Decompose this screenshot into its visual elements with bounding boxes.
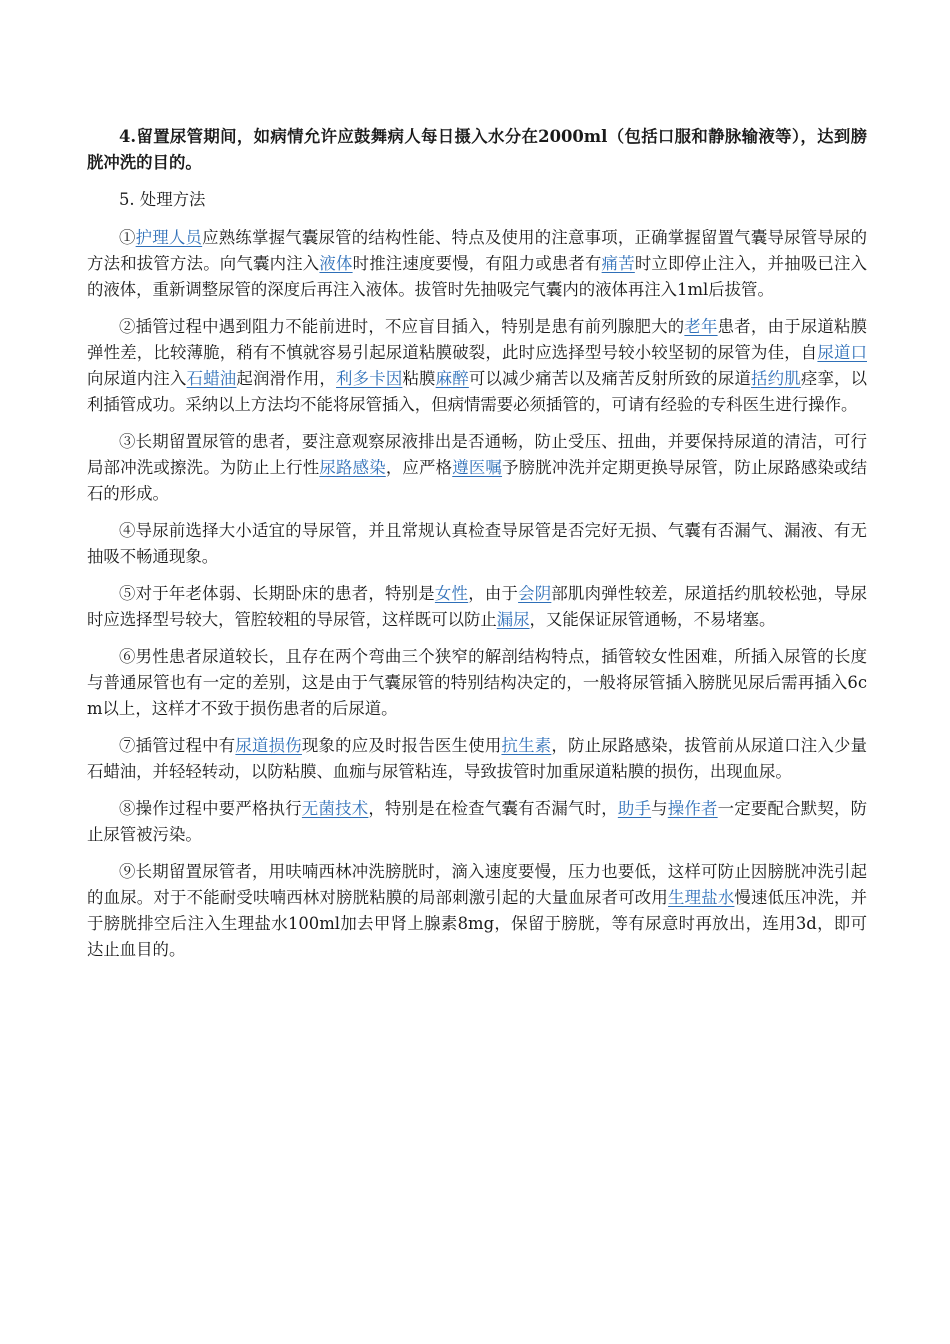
term-link[interactable]: 尿路感染 <box>319 458 386 477</box>
paragraph-text: ⑤对于年老体弱、长期卧床的患者，特别是 <box>119 584 435 603</box>
paragraph-text: ②插管过程中遇到阻力不能前进时，不应盲目插入，特别是患有前列腺肥大的 <box>119 317 685 336</box>
term-link[interactable]: 尿道损伤 <box>235 736 302 755</box>
paragraph-text: 4.留置尿管期间，如病情允许应鼓舞病人每日摄入水分在2000ml（包括口服和静脉输液等），达到膀胱冲洗的目的。 <box>87 127 867 172</box>
paragraph-p-5 <box>87 581 867 633</box>
document-body <box>87 124 867 963</box>
term-link[interactable]: 痛苦 <box>601 254 635 273</box>
paragraph-text: ⑦插管过程中有 <box>119 736 236 755</box>
paragraph-text: ⑧操作过程中要严格执行 <box>119 799 302 818</box>
paragraph-p-4 <box>87 518 867 570</box>
term-link[interactable]: 护理人员 <box>135 228 203 247</box>
term-link[interactable]: 会阴 <box>518 584 552 603</box>
term-link[interactable]: 遵医嘱 <box>452 458 503 477</box>
paragraph-text: 慢速低压冲洗，并于膀胱排空后注入生理盐水100ml加去甲肾上腺素8mg，保留于膀胱，等有尿意时再放出，连用3d，即可达止血目的。 <box>87 888 868 959</box>
term-link[interactable]: 石蜡油 <box>186 369 237 388</box>
term-link[interactable]: 液体 <box>319 254 353 273</box>
term-link[interactable]: 麻醉 <box>435 369 469 388</box>
paragraph-p-2 <box>87 314 867 418</box>
term-link[interactable]: 尿道口 <box>817 343 867 362</box>
paragraph-text: 粘膜 <box>402 369 436 388</box>
paragraph-p-6 <box>87 644 867 722</box>
paragraph-text: 时立即停止注入，并抽吸已注入的液体，重新调整尿管的深度后再注入液体。拔管时先抽吸完气囊内的液体再注入1ml后拔管。 <box>87 254 868 299</box>
paragraph-text: 患者，由于尿道粘膜弹性差，比较薄脆，稍有不慎就容易引起尿道粘膜破裂，此时应选择型号较小较坚韧的尿管为佳，自 <box>87 317 868 362</box>
paragraph-text: 起润滑作用， <box>236 369 337 388</box>
term-link[interactable]: 操作者 <box>667 799 718 818</box>
document-page <box>87 124 867 974</box>
term-link[interactable]: 利多卡因 <box>336 369 403 388</box>
term-link[interactable]: 生理盐水 <box>668 888 735 907</box>
term-link[interactable]: 漏尿 <box>496 610 530 629</box>
paragraph-text: ，应严格 <box>385 458 453 477</box>
term-link[interactable]: 抗生素 <box>501 736 552 755</box>
paragraph-text: ① <box>119 228 136 247</box>
paragraph-text: 5. 处理方法 <box>119 190 206 209</box>
paragraph-text: 应熟练掌握气囊尿管的结构性能、特点及使用的注意事项，正确掌握留置气囊导尿管导尿的方法和拔管方法。向气囊内注入 <box>87 228 868 273</box>
paragraph-text: ⑨长期留置尿管者，用呋喃西林冲洗膀胱时，滴入速度要慢，压力也要低，这样可防止因膀胱冲洗引起的血尿。对于不能耐受呋喃西林对膀胱粘膜的局部刺激引起的大量血尿者可改用 <box>87 862 867 907</box>
term-link[interactable]: 助手 <box>617 799 652 818</box>
paragraph-text: 时推注速度要慢，有阻力或患者有 <box>352 254 602 273</box>
paragraph-text: ，又能保证尿管通畅，不易堵塞。 <box>529 610 776 629</box>
paragraph-text: ③长期留置尿管的患者，要注意观察尿液排出是否通畅，防止受压、扭曲，并要保持尿道的清洁，可行局部冲洗或擦洗。为防止上行性 <box>87 432 867 477</box>
paragraph-p-7 <box>87 733 867 785</box>
paragraph-text: 可以减少痛苦以及痛苦反射所致的尿道 <box>468 369 752 388</box>
paragraph-text: ，防止尿路感染，拔管前从尿道口注入少量石蜡油，并轻轻转动，以防粘膜、血痂与尿管粘连，导致拔管时加重尿道粘膜的损伤，出现血尿。 <box>87 736 868 781</box>
paragraph-p-9 <box>87 859 867 963</box>
term-link[interactable]: 无菌技术 <box>301 799 369 818</box>
paragraph-text: ④导尿前选择大小适宜的导尿管，并且常规认真检查导尿管是否完好无损、气囊有否漏气、漏液、有无抽吸不畅通现象。 <box>87 521 867 566</box>
term-link[interactable]: 女性 <box>434 584 469 603</box>
paragraph-p-3 <box>87 429 867 507</box>
paragraph-text: 与 <box>651 799 668 818</box>
paragraph-p-heading <box>87 187 867 213</box>
paragraph-text: 痉挛，以利插管成功。采纳以上方法均不能将尿管插入，但病情需要必须插管的，可请有经验的专科医生进行操作。 <box>87 369 868 414</box>
paragraph-p-1 <box>87 225 867 303</box>
paragraph-text: 现象的应及时报告医生使用 <box>301 736 502 755</box>
term-link[interactable]: 老年 <box>684 317 718 336</box>
paragraph-text: 一定要配合默契，防止尿管被污染。 <box>87 799 868 844</box>
paragraph-text: 予膀胱冲洗并定期更换导尿管，防止尿路感染或结石的形成。 <box>87 458 868 503</box>
paragraph-p-8 <box>87 796 867 848</box>
paragraph-text: ，由于 <box>468 584 519 603</box>
paragraph-p-intake <box>87 124 867 176</box>
paragraph-text: ⑥男性患者尿道较长，且存在两个弯曲三个狭窄的解剖结构特点，插管较女性困难，所插入尿管的长度与普通尿管也有一定的差别，这是由于气囊尿管的特别结构决定的，一般将尿管插入膀胱见尿后需再插入6cm以上，这样才不致于损伤患者的后尿道。 <box>87 647 867 718</box>
paragraph-text: ，特别是在检查气囊有否漏气时， <box>368 799 618 818</box>
term-link[interactable]: 括约肌 <box>751 369 801 388</box>
paragraph-text: 部肌肉弹性较差，尿道括约肌较松弛，导尿时应选择型号较大，管腔较粗的导尿管，这样既可以防止 <box>87 584 868 629</box>
paragraph-text: 向尿道内注入 <box>87 369 187 388</box>
